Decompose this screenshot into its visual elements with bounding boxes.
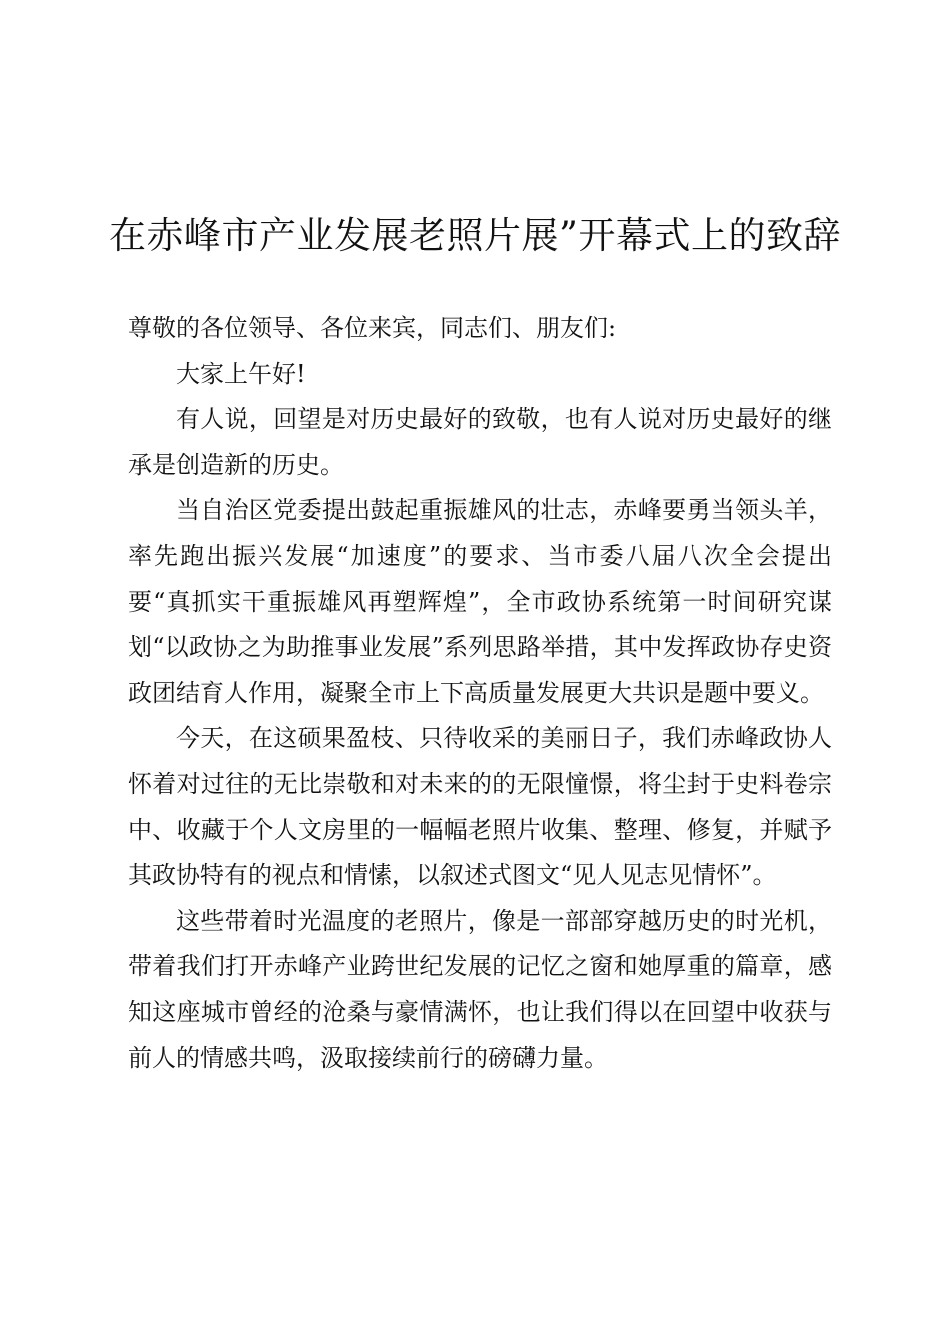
paragraph-3: 今天，在这硕果盈枝、只待收采的美丽日子，我们赤峰政协人怀着对过往的无比崇敬和对未来的的无限憧憬，将尘封于史料卷宗中、收藏于个人文房里的一幅幅老照片收集、整理、修复，并赋予其政协特有的视点和情愫，以叙述式图文“见人见志见情怀”。 (128, 724, 832, 890)
paragraph-1: 有人说，回望是对历史最好的致敬，也有人说对历史最好的继承是创造新的历史。 (128, 405, 832, 479)
paragraph-4: 这些带着时光温度的老照片，像是一部部穿越历史的时光机，带着我们打开赤峰产业跨世纪发展的记忆之窗和她厚重的篇章，感知这座城市曾经的沧桑与豪情满怀，也让我们得以在回望中收获与前人的情感共鸣，汲取接续前行的磅礴力量。 (128, 906, 832, 1072)
document-title: 在赤峰市产业发展老照片展”开幕式上的致辞 (109, 214, 841, 257)
greeting: 大家上午好! (176, 359, 306, 388)
document-body (128, 306, 832, 1081)
salutation: 尊敬的各位领导、各位来宾，同志们、朋友们: (128, 314, 617, 342)
paragraph-2: 当自治区党委提出鼓起重振雄风的壮志，赤峰要勇当领头羊，率先跑出振兴发展“加速度”的要求、当市委八届八次全会提出要“真抓实干重振雄风再塑辉煌”，全市政协系统第一时间研究谋划“以政协之为助推事业发展”系列思路举措，其中发挥政协存史资政团结育人作用，凝聚全市上下高质量发展更大共识是题中要义。 (128, 496, 832, 707)
